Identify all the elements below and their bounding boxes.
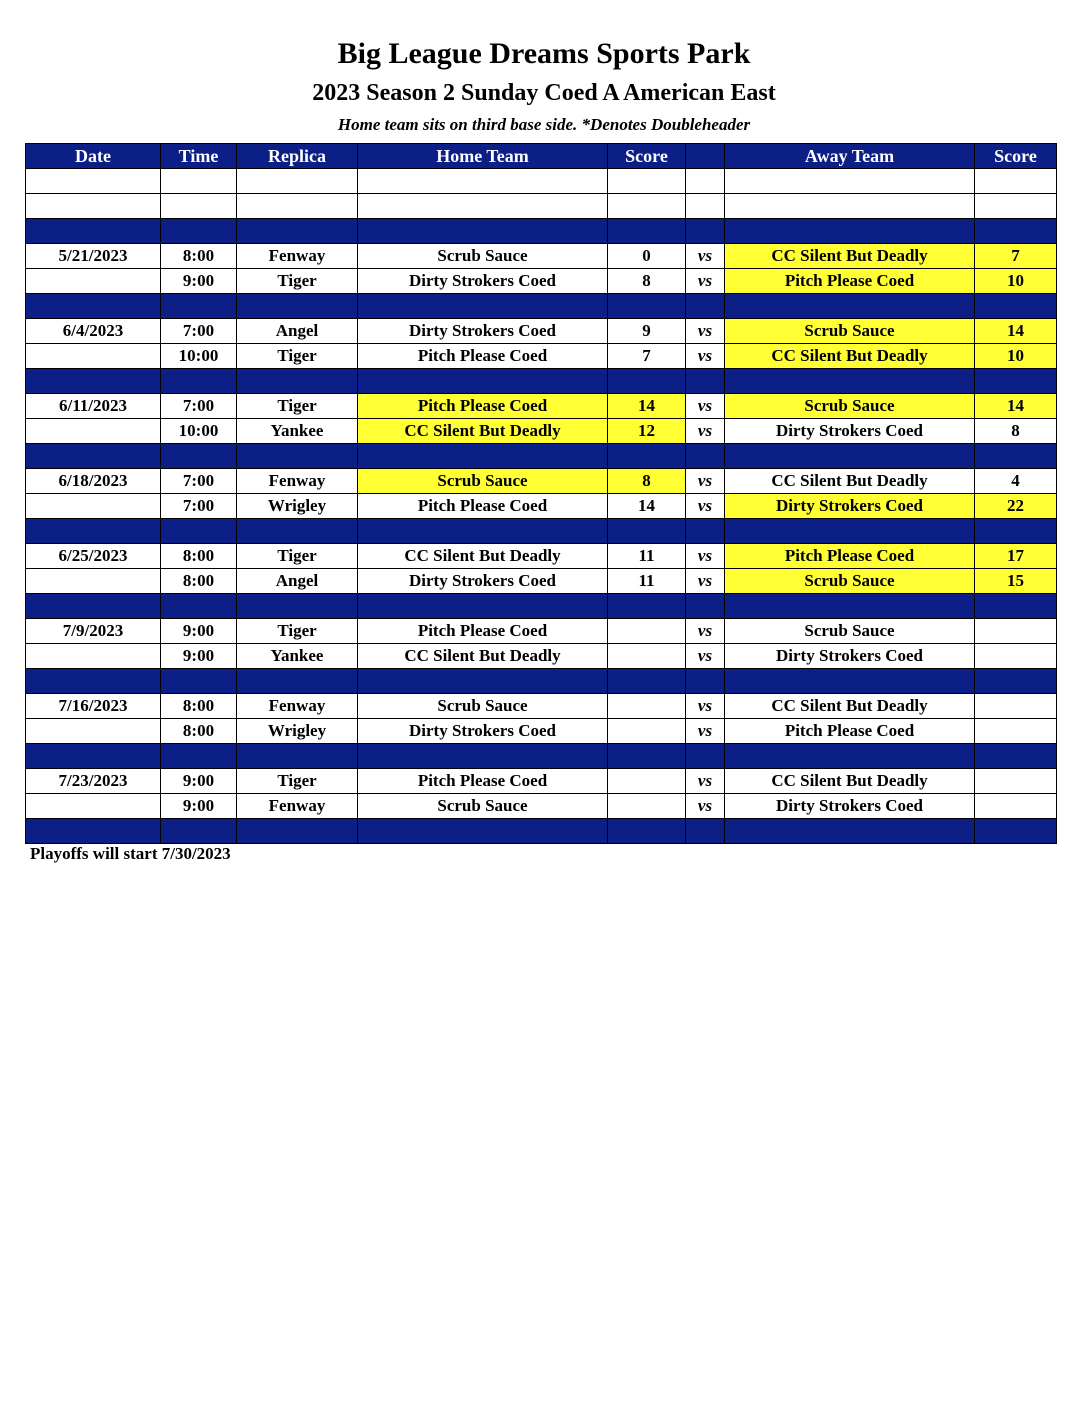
cell-home-team <box>358 744 608 769</box>
cell-away-team: CC Silent But Deadly <box>725 469 975 494</box>
cell-time <box>161 744 237 769</box>
cell-away-team: Scrub Sauce <box>725 569 975 594</box>
cell-away-score: 10 <box>975 344 1057 369</box>
separator-row <box>26 669 1057 694</box>
cell-away-score <box>975 794 1057 819</box>
header-time: Time <box>161 144 237 169</box>
cell-vs: vs <box>686 244 725 269</box>
cell-vs: vs <box>686 319 725 344</box>
table-header-row <box>26 144 1057 169</box>
cell-date <box>26 194 161 219</box>
cell-away-team: Scrub Sauce <box>725 394 975 419</box>
cell-vs <box>686 169 725 194</box>
cell-time: 8:00 <box>161 719 237 744</box>
cell-away-score <box>975 194 1057 219</box>
cell-date <box>26 169 161 194</box>
cell-away-score: 14 <box>975 319 1057 344</box>
cell-home-team: Scrub Sauce <box>358 469 608 494</box>
cell-home-score <box>608 719 686 744</box>
cell-vs: vs <box>686 494 725 519</box>
cell-date <box>26 419 161 444</box>
cell-home-score <box>608 594 686 619</box>
cell-replica: Tiger <box>237 394 358 419</box>
cell-date: 5/21/2023 <box>26 244 161 269</box>
cell-vs: vs <box>686 544 725 569</box>
cell-time <box>161 669 237 694</box>
cell-vs <box>686 744 725 769</box>
cell-home-score: 11 <box>608 544 686 569</box>
cell-date <box>26 569 161 594</box>
cell-away-score <box>975 744 1057 769</box>
cell-home-score: 8 <box>608 269 686 294</box>
cell-home-score <box>608 444 686 469</box>
schedule-note: Home team sits on third base side. *Denotes Doubleheader <box>337 115 751 134</box>
header-date: Date <box>26 144 161 169</box>
cell-home-team <box>358 219 608 244</box>
cell-replica: Tiger <box>237 344 358 369</box>
cell-replica <box>237 369 358 394</box>
cell-away-team: Scrub Sauce <box>725 319 975 344</box>
cell-replica: Tiger <box>237 269 358 294</box>
cell-away-team <box>725 744 975 769</box>
cell-replica <box>237 194 358 219</box>
cell-time: 9:00 <box>161 644 237 669</box>
cell-time <box>161 444 237 469</box>
cell-away-score <box>975 219 1057 244</box>
cell-away-team <box>725 219 975 244</box>
cell-vs: vs <box>686 794 725 819</box>
cell-vs: vs <box>686 344 725 369</box>
cell-home-team: Pitch Please Coed <box>358 619 608 644</box>
cell-vs: vs <box>686 269 725 294</box>
cell-replica: Yankee <box>237 419 358 444</box>
game-row <box>26 494 1057 519</box>
cell-away-score <box>975 644 1057 669</box>
cell-time: 9:00 <box>161 794 237 819</box>
cell-home-score: 7 <box>608 344 686 369</box>
cell-away-score: 14 <box>975 394 1057 419</box>
cell-home-score <box>608 519 686 544</box>
game-row <box>26 244 1057 269</box>
cell-home-team: Scrub Sauce <box>358 794 608 819</box>
cell-vs <box>686 594 725 619</box>
game-row <box>26 544 1057 569</box>
cell-replica <box>237 219 358 244</box>
cell-vs <box>686 819 725 844</box>
cell-away-team: CC Silent But Deadly <box>725 769 975 794</box>
cell-away-team <box>725 594 975 619</box>
cell-home-score <box>608 619 686 644</box>
separator-row <box>26 819 1057 844</box>
cell-vs <box>686 219 725 244</box>
cell-date <box>26 444 161 469</box>
header-home-team: Home Team <box>358 144 608 169</box>
cell-home-team <box>358 594 608 619</box>
cell-away-score <box>975 694 1057 719</box>
cell-replica <box>237 594 358 619</box>
separator-row <box>26 444 1057 469</box>
cell-date <box>26 269 161 294</box>
game-row <box>26 344 1057 369</box>
cell-home-team: Dirty Strokers Coed <box>358 319 608 344</box>
cell-date <box>26 794 161 819</box>
cell-date <box>26 819 161 844</box>
cell-replica: Yankee <box>237 644 358 669</box>
cell-away-score <box>975 619 1057 644</box>
separator-row <box>26 594 1057 619</box>
cell-vs <box>686 444 725 469</box>
header-vs <box>686 144 725 169</box>
schedule-body <box>26 169 1057 844</box>
cell-away-team: Pitch Please Coed <box>725 544 975 569</box>
separator-row <box>26 519 1057 544</box>
cell-date: 6/4/2023 <box>26 319 161 344</box>
cell-time <box>161 519 237 544</box>
cell-date <box>26 294 161 319</box>
game-row <box>26 619 1057 644</box>
cell-replica <box>237 294 358 319</box>
cell-vs: vs <box>686 769 725 794</box>
cell-home-score: 12 <box>608 419 686 444</box>
cell-away-score <box>975 294 1057 319</box>
cell-replica: Tiger <box>237 544 358 569</box>
cell-date <box>26 669 161 694</box>
cell-home-team: Pitch Please Coed <box>358 394 608 419</box>
cell-away-score <box>975 369 1057 394</box>
cell-away-team: Scrub Sauce <box>725 619 975 644</box>
cell-date <box>26 519 161 544</box>
cell-home-score: 11 <box>608 569 686 594</box>
cell-away-score <box>975 519 1057 544</box>
cell-away-score: 4 <box>975 469 1057 494</box>
page-title: Big League Dreams Sports Park <box>337 37 751 70</box>
cell-time <box>161 194 237 219</box>
cell-time <box>161 294 237 319</box>
cell-replica <box>237 819 358 844</box>
cell-time <box>161 819 237 844</box>
cell-replica <box>237 744 358 769</box>
game-row <box>26 719 1057 744</box>
cell-replica <box>237 169 358 194</box>
cell-time: 10:00 <box>161 344 237 369</box>
cell-replica: Fenway <box>237 244 358 269</box>
cell-vs: vs <box>686 644 725 669</box>
cell-away-team <box>725 169 975 194</box>
cell-time: 9:00 <box>161 619 237 644</box>
cell-date <box>26 344 161 369</box>
cell-away-team <box>725 294 975 319</box>
cell-home-score: 0 <box>608 244 686 269</box>
cell-home-team <box>358 669 608 694</box>
cell-date <box>26 644 161 669</box>
cell-home-team <box>358 819 608 844</box>
cell-away-score <box>975 769 1057 794</box>
cell-away-team <box>725 194 975 219</box>
cell-date: 6/18/2023 <box>26 469 161 494</box>
cell-home-score <box>608 294 686 319</box>
cell-replica: Fenway <box>237 694 358 719</box>
cell-home-score <box>608 219 686 244</box>
cell-away-team: Dirty Strokers Coed <box>725 419 975 444</box>
cell-time: 9:00 <box>161 269 237 294</box>
cell-away-score: 8 <box>975 419 1057 444</box>
cell-home-team: CC Silent But Deadly <box>358 644 608 669</box>
game-row <box>26 569 1057 594</box>
cell-away-team: Pitch Please Coed <box>725 269 975 294</box>
cell-vs: vs <box>686 394 725 419</box>
cell-home-score <box>608 669 686 694</box>
cell-vs: vs <box>686 469 725 494</box>
game-row <box>26 794 1057 819</box>
cell-vs <box>686 369 725 394</box>
cell-away-team: CC Silent But Deadly <box>725 344 975 369</box>
cell-vs: vs <box>686 694 725 719</box>
cell-away-score: 15 <box>975 569 1057 594</box>
cell-home-team <box>358 294 608 319</box>
cell-home-team: CC Silent But Deadly <box>358 544 608 569</box>
cell-away-score <box>975 169 1057 194</box>
cell-vs <box>686 294 725 319</box>
cell-time: 8:00 <box>161 694 237 719</box>
separator-row <box>26 294 1057 319</box>
cell-away-score: 22 <box>975 494 1057 519</box>
cell-time: 10:00 <box>161 419 237 444</box>
cell-date <box>26 219 161 244</box>
game-row <box>26 469 1057 494</box>
cell-home-team: Dirty Strokers Coed <box>358 269 608 294</box>
cell-date: 7/9/2023 <box>26 619 161 644</box>
cell-away-score: 10 <box>975 269 1057 294</box>
cell-away-team: CC Silent But Deadly <box>725 244 975 269</box>
cell-time <box>161 594 237 619</box>
cell-home-score <box>608 819 686 844</box>
cell-vs <box>686 669 725 694</box>
cell-replica: Fenway <box>237 469 358 494</box>
cell-vs <box>686 194 725 219</box>
cell-time: 7:00 <box>161 469 237 494</box>
cell-home-team <box>358 169 608 194</box>
cell-vs: vs <box>686 569 725 594</box>
cell-home-team <box>358 194 608 219</box>
cell-away-team: Pitch Please Coed <box>725 719 975 744</box>
cell-home-score <box>608 369 686 394</box>
cell-time: 8:00 <box>161 544 237 569</box>
cell-time: 9:00 <box>161 769 237 794</box>
cell-away-team: Dirty Strokers Coed <box>725 794 975 819</box>
cell-away-team: Dirty Strokers Coed <box>725 644 975 669</box>
cell-date: 7/16/2023 <box>26 694 161 719</box>
cell-time: 7:00 <box>161 494 237 519</box>
cell-home-team <box>358 519 608 544</box>
cell-replica <box>237 669 358 694</box>
cell-time: 8:00 <box>161 569 237 594</box>
game-row <box>26 694 1057 719</box>
cell-time <box>161 219 237 244</box>
blank-row <box>26 194 1057 219</box>
cell-home-score: 9 <box>608 319 686 344</box>
cell-replica <box>237 519 358 544</box>
cell-replica: Fenway <box>237 794 358 819</box>
playoffs-note: Playoffs will start 7/30/2023 <box>30 844 231 863</box>
cell-home-team: Scrub Sauce <box>358 694 608 719</box>
cell-vs: vs <box>686 419 725 444</box>
cell-home-team: Pitch Please Coed <box>358 494 608 519</box>
cell-home-score: 8 <box>608 469 686 494</box>
cell-away-team <box>725 519 975 544</box>
cell-home-team <box>358 444 608 469</box>
cell-replica <box>237 444 358 469</box>
cell-date <box>26 369 161 394</box>
cell-home-score <box>608 794 686 819</box>
cell-time: 8:00 <box>161 244 237 269</box>
schedule-table <box>25 143 1057 844</box>
cell-replica: Tiger <box>237 619 358 644</box>
cell-away-team <box>725 369 975 394</box>
cell-date <box>26 494 161 519</box>
cell-date: 6/25/2023 <box>26 544 161 569</box>
blank-row <box>26 169 1057 194</box>
cell-replica: Wrigley <box>237 494 358 519</box>
cell-away-team <box>725 669 975 694</box>
cell-home-score <box>608 744 686 769</box>
header-replica: Replica <box>237 144 358 169</box>
cell-away-score <box>975 669 1057 694</box>
cell-away-team: CC Silent But Deadly <box>725 694 975 719</box>
cell-time: 7:00 <box>161 319 237 344</box>
game-row <box>26 644 1057 669</box>
cell-away-team <box>725 819 975 844</box>
cell-replica: Angel <box>237 569 358 594</box>
game-row <box>26 394 1057 419</box>
separator-row <box>26 369 1057 394</box>
header-away-score: Score <box>975 144 1057 169</box>
cell-date <box>26 719 161 744</box>
header-away-team: Away Team <box>725 144 975 169</box>
cell-replica: Tiger <box>237 769 358 794</box>
cell-home-team: Pitch Please Coed <box>358 769 608 794</box>
cell-home-team: CC Silent But Deadly <box>358 419 608 444</box>
cell-replica: Wrigley <box>237 719 358 744</box>
cell-time <box>161 369 237 394</box>
cell-home-team: Dirty Strokers Coed <box>358 569 608 594</box>
cell-time <box>161 169 237 194</box>
cell-home-score <box>608 169 686 194</box>
cell-home-team: Pitch Please Coed <box>358 344 608 369</box>
cell-home-score <box>608 644 686 669</box>
cell-date: 6/11/2023 <box>26 394 161 419</box>
cell-home-score: 14 <box>608 494 686 519</box>
cell-home-score: 14 <box>608 394 686 419</box>
game-row <box>26 269 1057 294</box>
page-subtitle: 2023 Season 2 Sunday Coed A American East <box>312 80 776 106</box>
header-home-score: Score <box>608 144 686 169</box>
cell-vs <box>686 519 725 544</box>
cell-away-team: Dirty Strokers Coed <box>725 494 975 519</box>
cell-vs: vs <box>686 619 725 644</box>
cell-replica: Angel <box>237 319 358 344</box>
cell-away-score: 17 <box>975 544 1057 569</box>
cell-home-score <box>608 769 686 794</box>
cell-away-score <box>975 444 1057 469</box>
cell-date <box>26 594 161 619</box>
cell-away-score <box>975 719 1057 744</box>
cell-home-team <box>358 369 608 394</box>
game-row <box>26 769 1057 794</box>
cell-date <box>26 744 161 769</box>
separator-row <box>26 219 1057 244</box>
cell-away-score: 7 <box>975 244 1057 269</box>
cell-home-team: Scrub Sauce <box>358 244 608 269</box>
cell-away-score <box>975 594 1057 619</box>
cell-home-team: Dirty Strokers Coed <box>358 719 608 744</box>
cell-away-score <box>975 819 1057 844</box>
cell-vs: vs <box>686 719 725 744</box>
game-row <box>26 319 1057 344</box>
cell-home-score <box>608 694 686 719</box>
cell-time: 7:00 <box>161 394 237 419</box>
separator-row <box>26 744 1057 769</box>
cell-away-team <box>725 444 975 469</box>
game-row <box>26 419 1057 444</box>
cell-home-score <box>608 194 686 219</box>
cell-date: 7/23/2023 <box>26 769 161 794</box>
